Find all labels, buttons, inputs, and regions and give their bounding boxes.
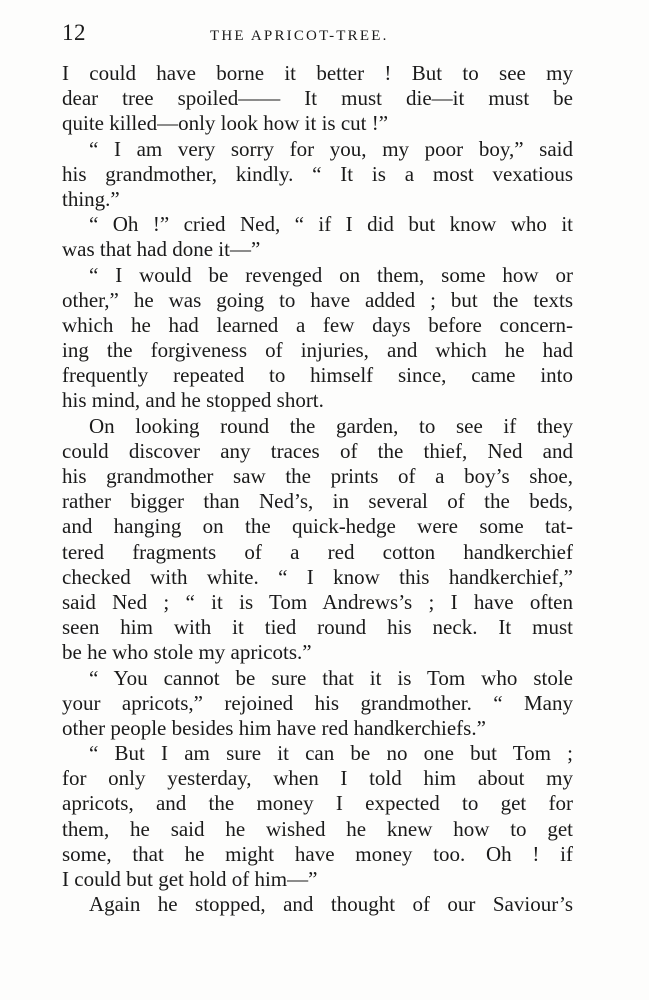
text-line: other people besides him have red handkerchiefs.”	[62, 715, 486, 740]
text-line: seen him with it tied round his neck. It must	[62, 615, 573, 640]
text-line: “ Oh !” cried Ned, “ if I did but know who it	[89, 212, 573, 237]
text-line: quite killed—only look how it is cut !”	[62, 111, 389, 136]
text-line: his grandmother, kindly. “ It is a most vexatious	[62, 161, 573, 186]
page-number: 12	[62, 20, 86, 45]
text-line: tered fragments of a red cotton handkerchief	[62, 539, 573, 564]
text-line: “ You cannot be sure that it is Tom who stole	[89, 665, 573, 690]
running-title: THE APRICOT-TREE.	[210, 28, 389, 44]
text-line: ing the forgiveness of injuries, and which he had	[62, 338, 573, 363]
text-line: thing.”	[62, 186, 120, 211]
text-line: your apricots,” rejoined his grandmother. “ Many	[62, 690, 573, 715]
text-line: rather bigger than Ned’s, in several of the beds,	[62, 489, 573, 514]
text-line: was that had done it—”	[62, 237, 261, 262]
text-line: could discover any traces of the thief, Ned and	[62, 438, 573, 463]
text-line: On looking round the garden, to see if they	[89, 413, 573, 438]
text-line: apricots, and the money I expected to get for	[62, 791, 573, 816]
text-line: said Ned ; “ it is Tom Andrews’s ; I have often	[62, 589, 573, 614]
text-line: and hanging on the quick-hedge were some tat-	[62, 514, 573, 539]
text-line: his grandmother saw the prints of a boy’s shoe,	[62, 464, 573, 488]
text-line: Again he stopped, and thought of our Saviour’s	[89, 892, 573, 917]
text-line: dear tree spoiled—— It must die—it must be	[62, 86, 573, 111]
text-line: “ I am very sorry for you, my poor boy,” said	[89, 136, 573, 161]
text-line: for only yesterday, when I told him about my	[62, 766, 573, 791]
text-line: frequently repeated to himself since, came into	[62, 363, 573, 388]
text-line: some, that he might have money too. Oh ! if	[62, 841, 573, 866]
text-line: “ I would be revenged on them, some how or	[89, 262, 573, 287]
text-line: I could have borne it better ! But to see my	[62, 61, 573, 85]
text-line: be he who stole my apricots.”	[62, 640, 312, 665]
text-line: checked with white. “ I know this handkerchief,”	[62, 564, 573, 589]
body-text	[62, 61, 573, 917]
text-line: which he had learned a few days before concern-	[62, 312, 573, 337]
text-line: other,” he was going to have added ; but the texts	[62, 287, 573, 312]
running-head	[62, 20, 573, 46]
text-line: them, he said he wished he knew how to get	[62, 816, 573, 841]
text-line: I could but get hold of him—”	[62, 867, 318, 891]
text-line: “ But I am sure it can be no one but Tom ;	[89, 741, 573, 766]
text-line: his mind, and he stopped short.	[62, 388, 324, 413]
